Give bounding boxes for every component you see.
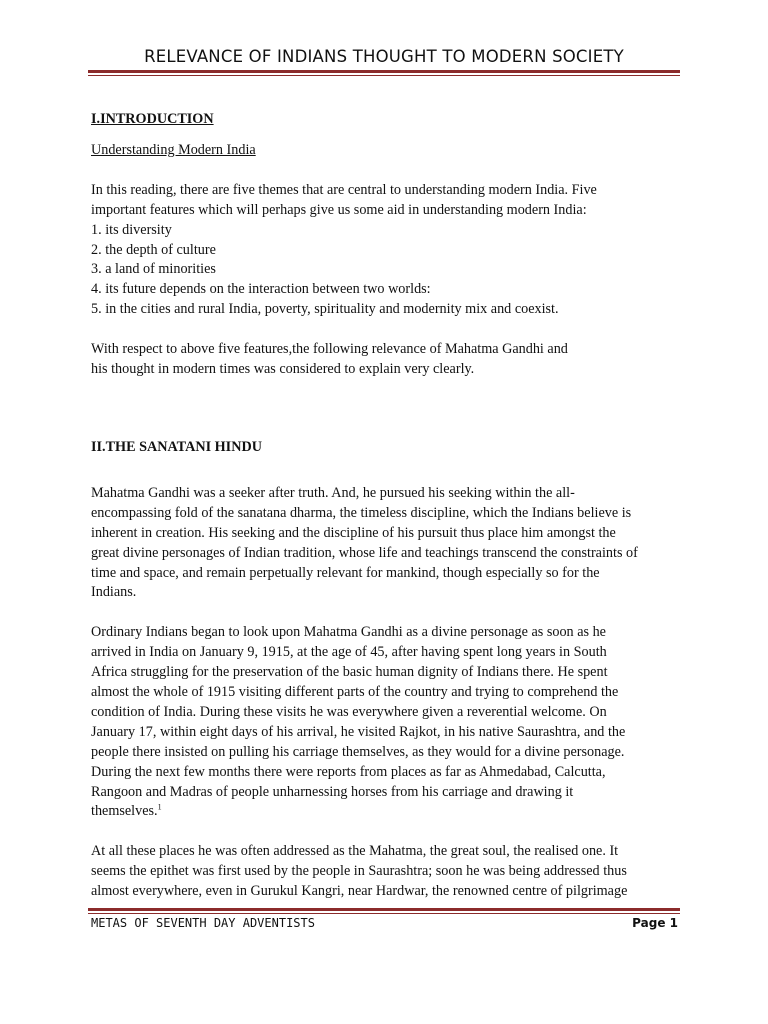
paragraph-mahatma-epithet — [91, 842, 681, 902]
paragraph-seeker-after-truth — [91, 484, 681, 603]
respect-line: With respect to above five features,the following relevance of Mahatma Gandhi and — [91, 341, 568, 358]
footer-rule — [88, 908, 680, 914]
paragraph-line: time and space, and remain perpetually relevant for mankind, though especially so for the — [91, 564, 600, 581]
paragraph-line: During the next few months there were reports from places as far as Ahmedabad, Calcutta, — [91, 763, 606, 780]
paragraph-line: condition of India. During these visits he was everywhere given a reverential welcome. On — [91, 703, 607, 720]
list-item: 4. its future depends on the interaction between two worlds: — [91, 281, 431, 298]
paragraph-line: At all these places he was often addressed as the Mahatma, the great soul, the realised one. It — [91, 843, 619, 860]
document-body — [91, 110, 681, 902]
paragraph-line: almost the whole of 1915 visiting different parts of the country and trying to comprehend the — [91, 684, 619, 701]
paragraph-line: Ordinary Indians began to look upon Mahatma Gandhi as a divine personage as soon as he — [91, 624, 606, 641]
paragraph-line: Africa struggling for the preservation of the basic human dignity of Indians there. He spent — [91, 664, 608, 681]
paragraph-line — [91, 802, 681, 822]
paragraph-line: Indians. — [91, 584, 137, 601]
page-number: Page 1 — [632, 916, 678, 930]
section-heading-sanatani-hindu: II.THE SANATANI HINDU — [91, 438, 262, 455]
paragraph-line: seems the epithet was first used by the people in Saurashtra; soon he was being addressed thus — [91, 863, 627, 880]
intro-line: In this reading, there are five themes that are central to understanding modern India. Five — [91, 181, 597, 198]
paragraph-line-text: themselves. — [91, 803, 158, 820]
header-rule — [88, 70, 680, 76]
paragraph-line: January 17, within eight days of his arrival, he visited Rajkot, in his native Saurashtra, and the — [91, 723, 626, 740]
paragraph-line: Rangoon and Madras of people unharnessing horses from his carriage and drawing it — [91, 783, 574, 800]
paragraph-line: encompassing fold of the sanatana dharma, the timeless discipline, which the Indians believe is — [91, 504, 632, 521]
footer-organization: METAS OF SEVENTH DAY ADVENTISTS — [91, 916, 315, 930]
subheading-understanding-modern-india: Understanding Modern India — [91, 141, 256, 158]
paragraph-line: Mahatma Gandhi was a seeker after truth. And, he pursued his seeking within the all- — [91, 484, 575, 501]
paragraph-line: people there insisted on pulling his carriage themselves, as they would for a divine personage. — [91, 743, 625, 760]
paragraph-line: inherent in creation. His seeking and the discipline of his pursuit thus place him amongst the — [91, 524, 616, 541]
paragraph-line: arrived in India on January 9, 1915, at the age of 45, after having spent long years in South — [91, 644, 607, 661]
list-item: 2. the depth of culture — [91, 241, 216, 258]
page-header-title: RELEVANCE OF INDIANS THOUGHT TO MODERN SOCIETY — [144, 47, 624, 66]
respect-line: his thought in modern times was considered to explain very clearly. — [91, 361, 475, 378]
section-heading-introduction: I.INTRODUCTION — [91, 111, 214, 127]
footnote-marker[interactable]: 1 — [157, 802, 162, 812]
paragraph-line: almost everywhere, even in Gurukul Kangri, near Hardwar, the renowned centre of pilgrimage — [91, 883, 628, 900]
list-item: 1. its diversity — [91, 221, 172, 238]
paragraph-ordinary-indians — [91, 623, 681, 822]
paragraph-line: great divine personages of Indian tradition, whose life and teachings transcend the constraints of — [91, 544, 638, 561]
list-item: 5. in the cities and rural India, poverty, spirituality and modernity mix and coexist. — [91, 301, 559, 318]
intro-line: important features which will perhaps give us some aid in understanding modern India: — [91, 201, 587, 218]
list-item: 3. a land of minorities — [91, 261, 216, 278]
